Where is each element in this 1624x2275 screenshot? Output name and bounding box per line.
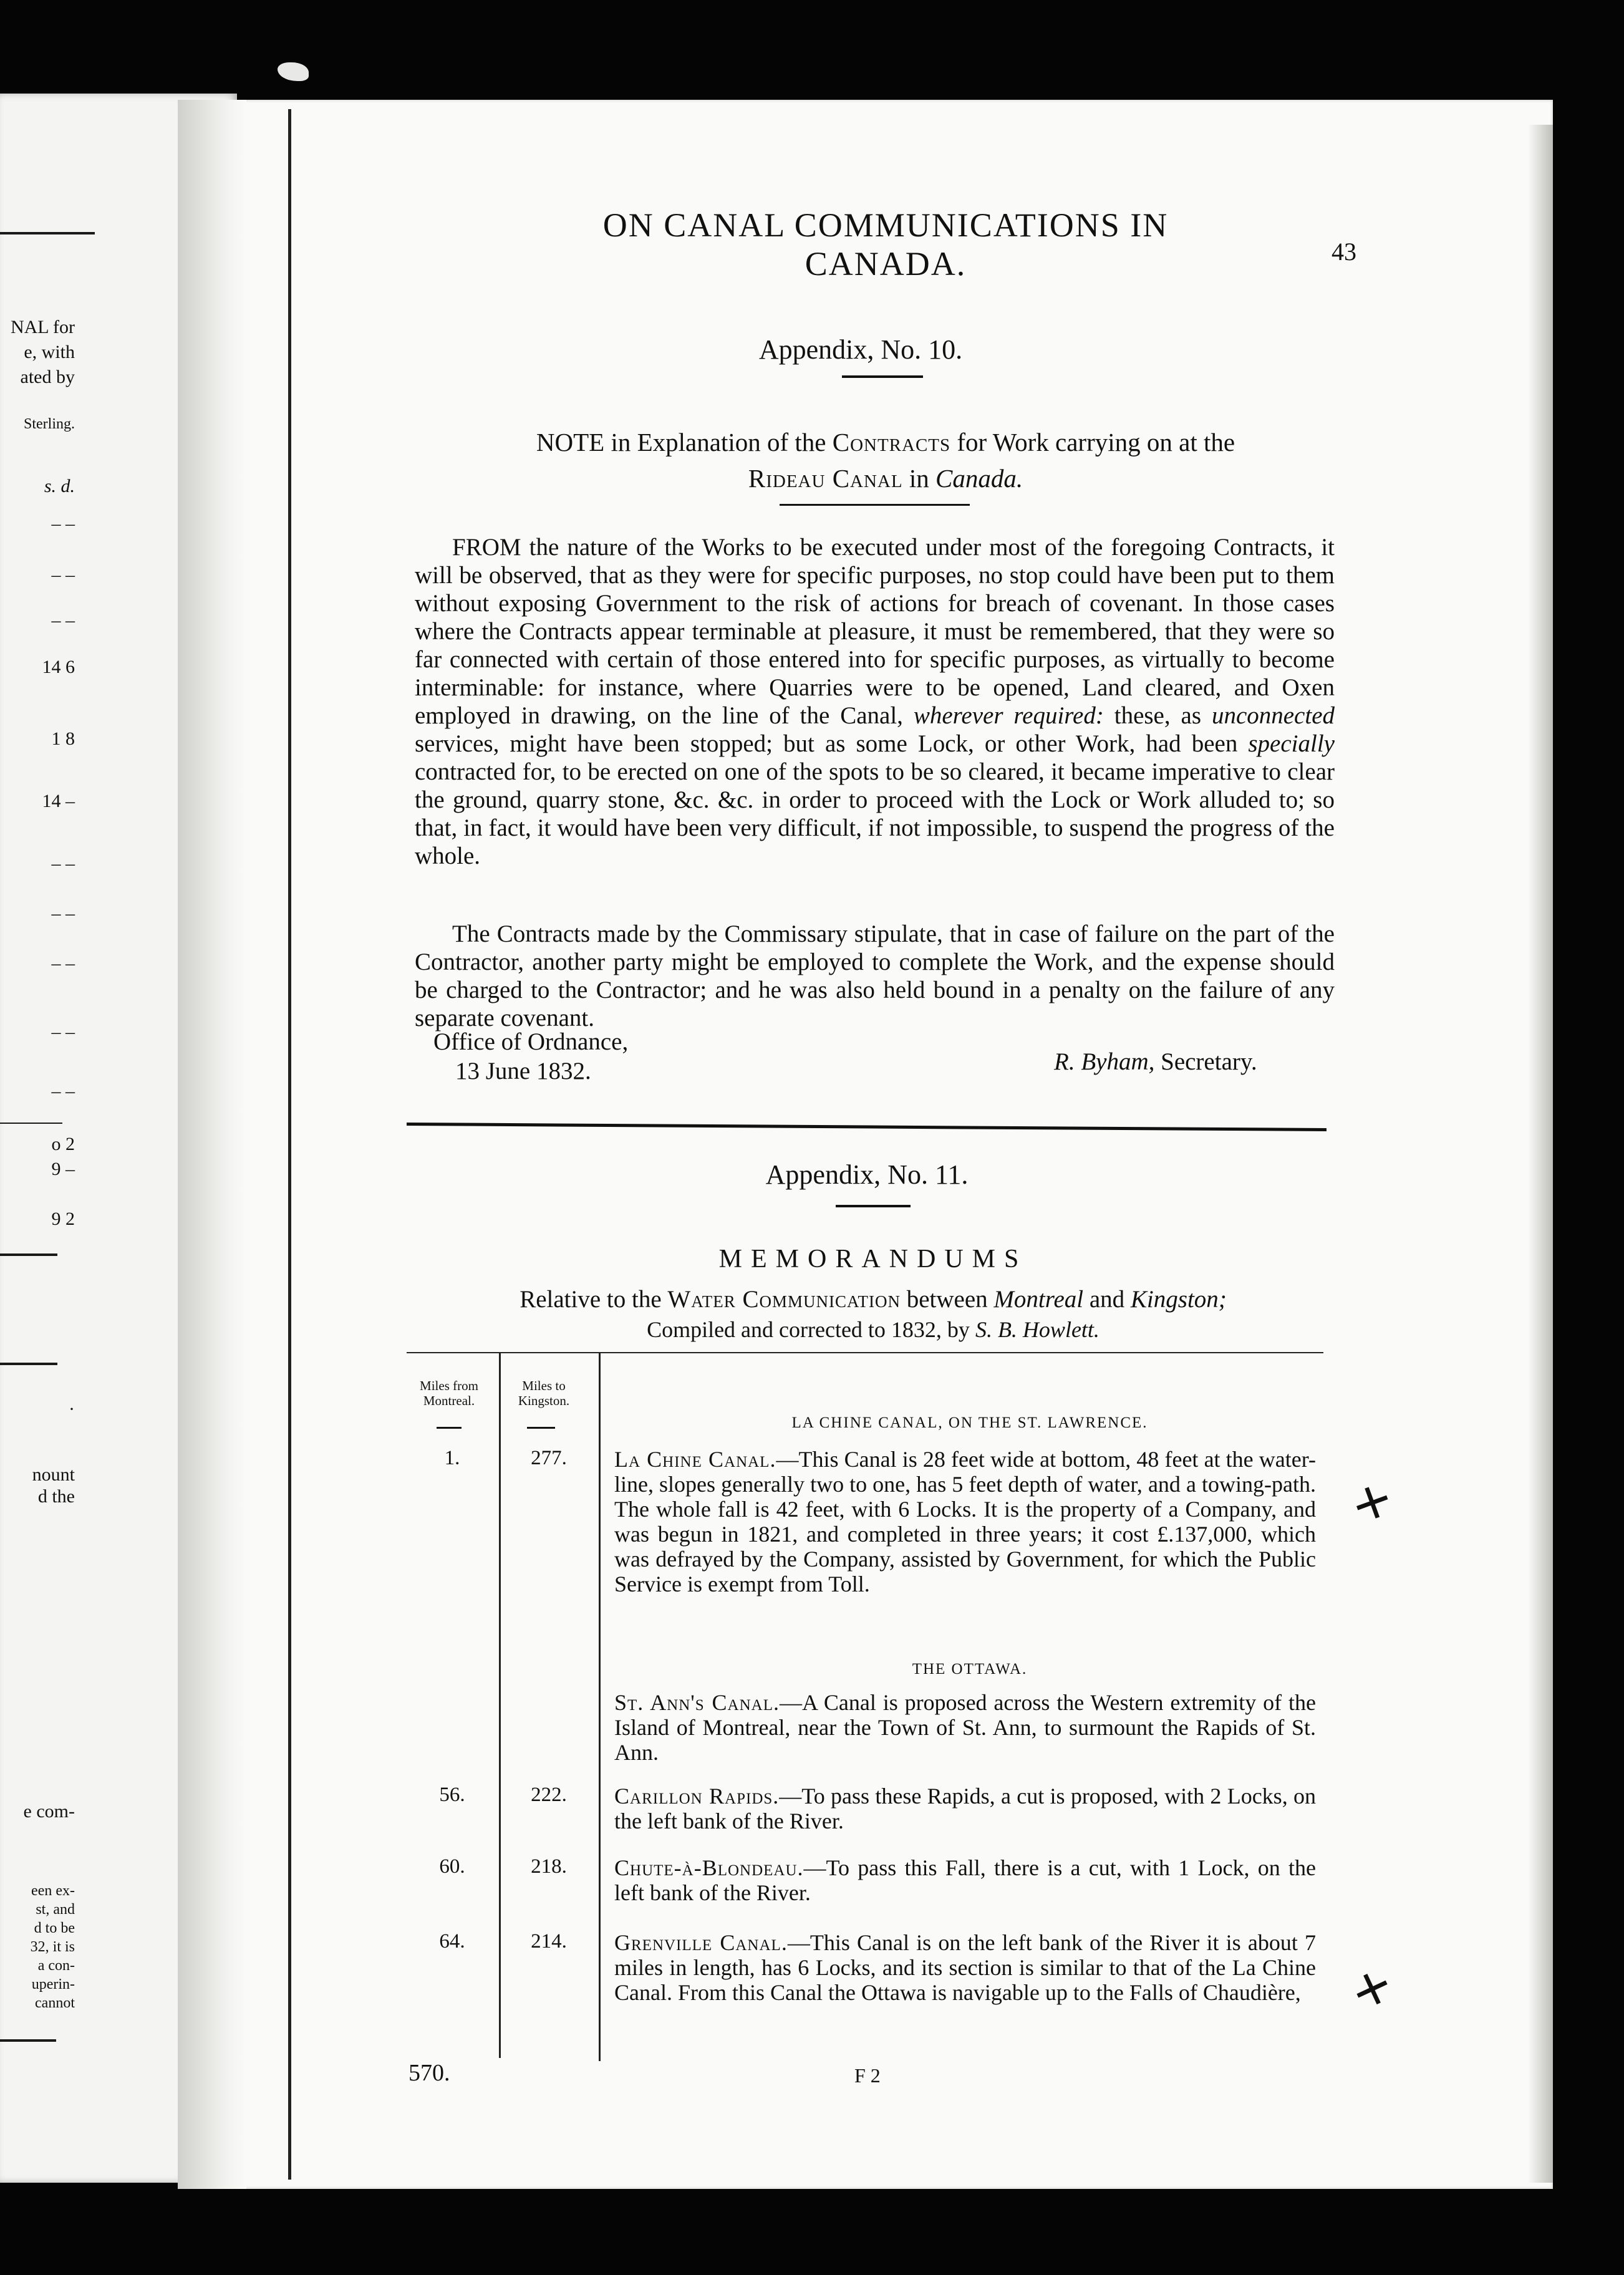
note-title-line-1 (449, 424, 1322, 460)
left-page-fragment: o 2 (51, 1134, 75, 1154)
left-page-fragment: – – (51, 513, 75, 534)
left-page-fragment: d to be (34, 1920, 75, 1936)
left-page-fragment: – – (51, 853, 75, 874)
page-gutter (178, 100, 246, 2189)
page-edge (1528, 125, 1553, 2183)
column-header-rule (527, 1427, 555, 1429)
left-page-fragment: – – (51, 564, 75, 585)
subtitle-text: Relative to the (520, 1286, 668, 1313)
section-heading-lachine: LA CHINE CANAL, ON THE ST. LAWRENCE. (791, 1414, 1148, 1431)
memorandums-subtitle (374, 1285, 1372, 1345)
column-divider (599, 1353, 601, 2061)
left-page-fragment: – – (51, 903, 75, 924)
subtitle-text: Compiled and corrected to 1832, by (647, 1317, 975, 1342)
left-page-fragment: 9 2 (51, 1209, 75, 1229)
gutter-line (288, 109, 291, 2180)
entry-name: La Chine Canal. (614, 1447, 776, 1472)
note-title-text: in (902, 464, 935, 493)
left-page-fragment: – – (51, 1081, 75, 1101)
signer-title: Secretary. (1154, 1048, 1257, 1075)
left-page-fragment: 9 – (51, 1159, 75, 1179)
left-page-fragment: cannot (35, 1995, 75, 2011)
left-page-fragment: 1 8 (51, 728, 75, 749)
left-page-fragment: nount (32, 1464, 75, 1485)
miles-to-kingston: 218. (531, 1855, 567, 1878)
left-page-fragment: 14 – (42, 791, 75, 811)
left-page-fragment: 32, it is (30, 1939, 75, 1955)
entry-text (614, 1930, 1316, 2005)
note-italic: specially (1248, 730, 1335, 757)
note-italic: wherever required: (913, 702, 1104, 729)
left-page-fragment: st, and (36, 1901, 75, 1918)
note-text: FROM the nature of the Works to be executed under most of the foregoing Contracts, it will be observed, that as they were for specific purposes, no stop could have been put to them without exposing Government to the risk of actions for breach of covenant. In those cases where the Contracts appear terminable at pleasure, it must be remembered, that they were so far connected with certain of those entered into for specific purposes, as virtually to become interminable: for instance, where Quarries were to be opened, Land cleared, and Oxen employed in drawing, on the line of the Canal, (415, 534, 1335, 729)
signer-name: R. Byham, (1054, 1048, 1155, 1075)
left-page-fragment: · (69, 1399, 75, 1419)
note-title-canada: Canada. (935, 464, 1023, 493)
left-page-rule (0, 1363, 57, 1365)
entry-description: —To pass these Rapids, a cut is proposed, with 2 Locks, on the left bank of the River. (614, 1784, 1316, 1833)
left-page-fragment: Sterling. (24, 416, 75, 432)
appendix-11-heading: Appendix, No. 11. (765, 1159, 969, 1190)
miles-from-montreal: 60. (439, 1855, 465, 1878)
note-title-line-2 (449, 460, 1322, 496)
table-top-rule (407, 1352, 1323, 1353)
column-header-rule (437, 1427, 462, 1429)
note-paragraph-2: The Contracts made by the Commissary stipulate, that in case of failure on the part of the Contractor, another party might be employed to complete the Work, and the expense should be charged to the Contractor; and he was also held bound in a penalty on the failure of any separate covenant. (415, 920, 1335, 1031)
entry-description: —This Canal is 28 feet wide at bottom, 48 feet at the water-line, slopes generally two to one, has 5 feet depth of water, and a towing-path. The whole fall is 42 feet, with 6 Locks. It is the property of a Company, and was begun in 1821, and completed in three years; it cost £.137,000, which was defrayed by the Company, assisted by Government, for which the Public Service is exempt from Toll. (614, 1447, 1316, 1596)
left-page-fragment: – – (51, 953, 75, 973)
left-page-rule (0, 1123, 62, 1124)
left-page-fragment: – – (51, 1022, 75, 1042)
torn-paper-fleck (278, 62, 309, 81)
left-page-rule (0, 232, 95, 234)
margin-cross-mark: ✕ (1346, 1962, 1397, 2020)
title-rule (780, 504, 970, 506)
subtitle-kingston: Kingston; (1130, 1286, 1227, 1313)
subtitle-line-1 (374, 1285, 1372, 1315)
subtitle-text: and (1083, 1286, 1131, 1313)
heading-rule (842, 375, 923, 378)
entry-text (614, 1690, 1316, 1765)
left-page-fragment: uperin- (31, 1976, 75, 1992)
note-text: these, as (1103, 702, 1212, 729)
left-page-fragment: e com- (23, 1801, 75, 1822)
signature-mark: F 2 (854, 2064, 881, 2087)
left-page-fragment: 14 6 (42, 657, 75, 677)
margin-cross-mark: ✕ (1345, 1475, 1398, 1534)
entry-description: —To pass this Fall, there is a cut, with 1 Lock, on the left bank of the River. (614, 1855, 1316, 1905)
office-line: Office of Ordnance, (433, 1028, 629, 1055)
left-page-fragment: ated by (20, 367, 75, 387)
entry-name: Carillon Rapids. (614, 1784, 780, 1809)
subtitle-montreal: Montreal (993, 1286, 1084, 1313)
miles-to-kingston: 214. (531, 1930, 567, 1953)
note-text: services, might have been stopped; but as some Lock, or other Work, had been (415, 730, 1249, 757)
heading-rule (836, 1205, 911, 1207)
left-page-fragment: – – (51, 610, 75, 630)
signature (1054, 1048, 1257, 1076)
entry-name: Grenville Canal. (614, 1930, 788, 1955)
entry-text (614, 1447, 1316, 1596)
subtitle-author: S. B. Howlett. (975, 1317, 1100, 1342)
entry-description: —A Canal is proposed across the Western extremity of the Island of Montreal, near the Town of St. Ann, to surmount the Rapids of St. Ann. (614, 1690, 1316, 1765)
date-line: 13 June 1832. (455, 1058, 591, 1084)
left-page-rule (0, 1253, 57, 1256)
section-heading-ottawa: THE OTTAWA. (912, 1661, 1028, 1678)
note-title-text: NOTE in Explanation of the (536, 428, 833, 456)
left-page-fragment: e, with (24, 342, 75, 362)
left-page-rule (0, 2039, 56, 2042)
miles-from-montreal: 1. (444, 1447, 460, 1469)
sheet-number: 570. (408, 2060, 450, 2086)
miles-from-montreal: 56. (439, 1784, 465, 1806)
note-paragraph-1 (415, 533, 1335, 870)
note-title-contracts: Contracts (832, 428, 951, 456)
page-number: 43 (1332, 238, 1356, 266)
subtitle-line-2 (374, 1315, 1372, 1345)
column-divider (499, 1353, 501, 2058)
note-title-text: for Work carrying on at the (950, 428, 1235, 456)
left-page-fragment: d the (37, 1486, 75, 1507)
subtitle-water: Water Communication (667, 1286, 901, 1313)
running-title: ON CANAL COMMUNICATIONS IN CANADA. (602, 206, 1169, 283)
entry-description: —This Canal is on the left bank of the River it is about 7 miles in length, has 6 Locks, and its section is similar to that of the La Chine Canal. From this Canal the Ottawa is navigable up to the Falls of Chaudière, (614, 1930, 1317, 2005)
entry-text (614, 1855, 1316, 1905)
left-page-fragment: NAL for (10, 317, 75, 337)
miles-to-kingston: 277. (531, 1447, 567, 1469)
left-page-fragment: een ex- (31, 1883, 75, 1899)
entry-name: St. Ann's Canal. (614, 1690, 780, 1715)
column-header-kingston: Miles to Kingston. (518, 1378, 570, 1408)
miles-from-montreal: 64. (439, 1930, 465, 1953)
note-title-rideau: Rideau Canal (748, 464, 903, 493)
note-italic: unconnected (1211, 702, 1335, 729)
note-text: contracted for, to be erected on one of the spots to be so cleared, it became imperative to clear the ground, quarry stone, &c. &c. in order to proceed with the Lock or Work alluded to; so that, in fact, it would have been very difficult, if not impossible, to suspend the progress of the whole. (415, 758, 1335, 869)
entry-name: Chute-à-Blondeau. (614, 1855, 804, 1880)
left-page-fragment: a con- (37, 1958, 75, 1974)
column-header-montreal: Miles from Montreal. (420, 1378, 478, 1408)
appendix-10-heading: Appendix, No. 10. (758, 334, 963, 365)
miles-to-kingston: 222. (531, 1784, 567, 1806)
entry-text (614, 1784, 1316, 1833)
subtitle-text: between (900, 1286, 994, 1313)
memorandums-title: MEMORANDUMS (718, 1245, 1028, 1273)
note-title (449, 424, 1322, 496)
left-page-fragment: s. d. (44, 476, 75, 496)
